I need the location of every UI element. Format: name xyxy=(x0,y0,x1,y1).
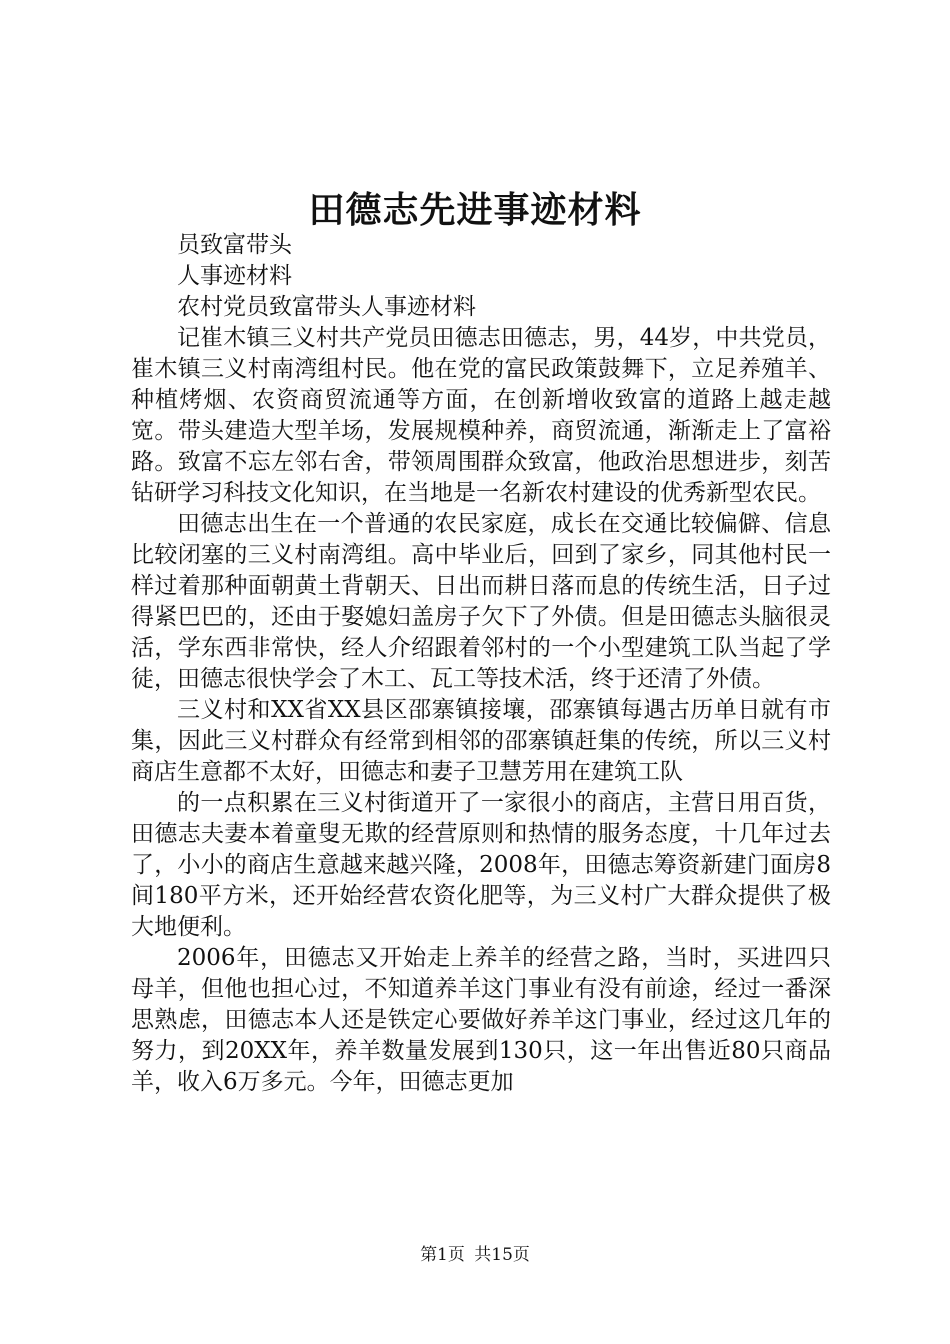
paragraph: 农村党员致富带头人事迹材料 xyxy=(177,294,476,320)
page-number: 第1页 xyxy=(420,1245,465,1265)
page-total: 共15页 xyxy=(474,1245,530,1265)
paragraph: 人事迹材料 xyxy=(177,263,292,289)
paragraph: 三义村和XX省XX县区邵寨镇接壤，邵寨镇每遇古历单日就有市集，因此三义村群众有经常到相邻的邵寨镇赶集的传统，所以三义村商店生意都不太好，田德志和妻子卫慧芳用在建筑工队 xyxy=(131,697,831,785)
page-footer xyxy=(0,1243,950,1267)
document-title: 田德志先进事迹材料 xyxy=(308,189,642,231)
paragraph: 记崔木镇三义村共产党员田德志田德志，男，44岁，中共党员，崔木镇三义村南湾组村民。他在党的富民政策鼓舞下，立足养殖羊、种植烤烟、农资商贸流通等方面，在创新增收致富的道路上越走越宽。带头建造大型羊场，发展规模种养，商贸流通，渐渐走上了富裕路。致富不忘左邻右舍，带领周围群众致富，他政治思想进步，刻苦钻研学习科技文化知识，在当地是一名新农村建设的优秀新型农民。 xyxy=(131,325,831,506)
paragraph: 员致富带头 xyxy=(177,232,292,258)
paragraph: 2006年，田德志又开始走上养羊的经营之路，当时，买进四只母羊，但他也担心过，不知道养羊这门事业有没有前途，经过一番深思熟虑，田德志本人还是铁定心要做好养羊这门事业，经过这几年的努力，到20XX年，养羊数量发展到130只，这一年出售近80只商品羊，收入6万多元。今年，田德志更加 xyxy=(131,945,831,1095)
paragraph: 田德志出生在一个普通的农民家庭，成长在交通比较偏僻、信息比较闭塞的三义村南湾组。高中毕业后，回到了家乡，同其他村民一样过着那种面朝黄土背朝天、日出而耕日落而息的传统生活，日子过得紧巴巴的，还由于娶媳妇盖房子欠下了外债。但是田德志头脑很灵活，学东西非常快，经人介绍跟着邻村的一个小型建筑工队当起了学徒，田德志很快学会了木工、瓦工等技术活，终于还清了外债。 xyxy=(131,511,831,692)
paragraph: 的一点积累在三义村街道开了一家很小的商店，主营日用百货，田德志夫妻本着童叟无欺的经营原则和热情的服务态度，十几年过去了，小小的商店生意越来越兴隆，2008年，田德志筹资新建门面房8间180平方米，还开始经营农资化肥等，为三义村广大群众提供了极大地便利。 xyxy=(131,790,831,940)
document-body xyxy=(131,230,831,1098)
